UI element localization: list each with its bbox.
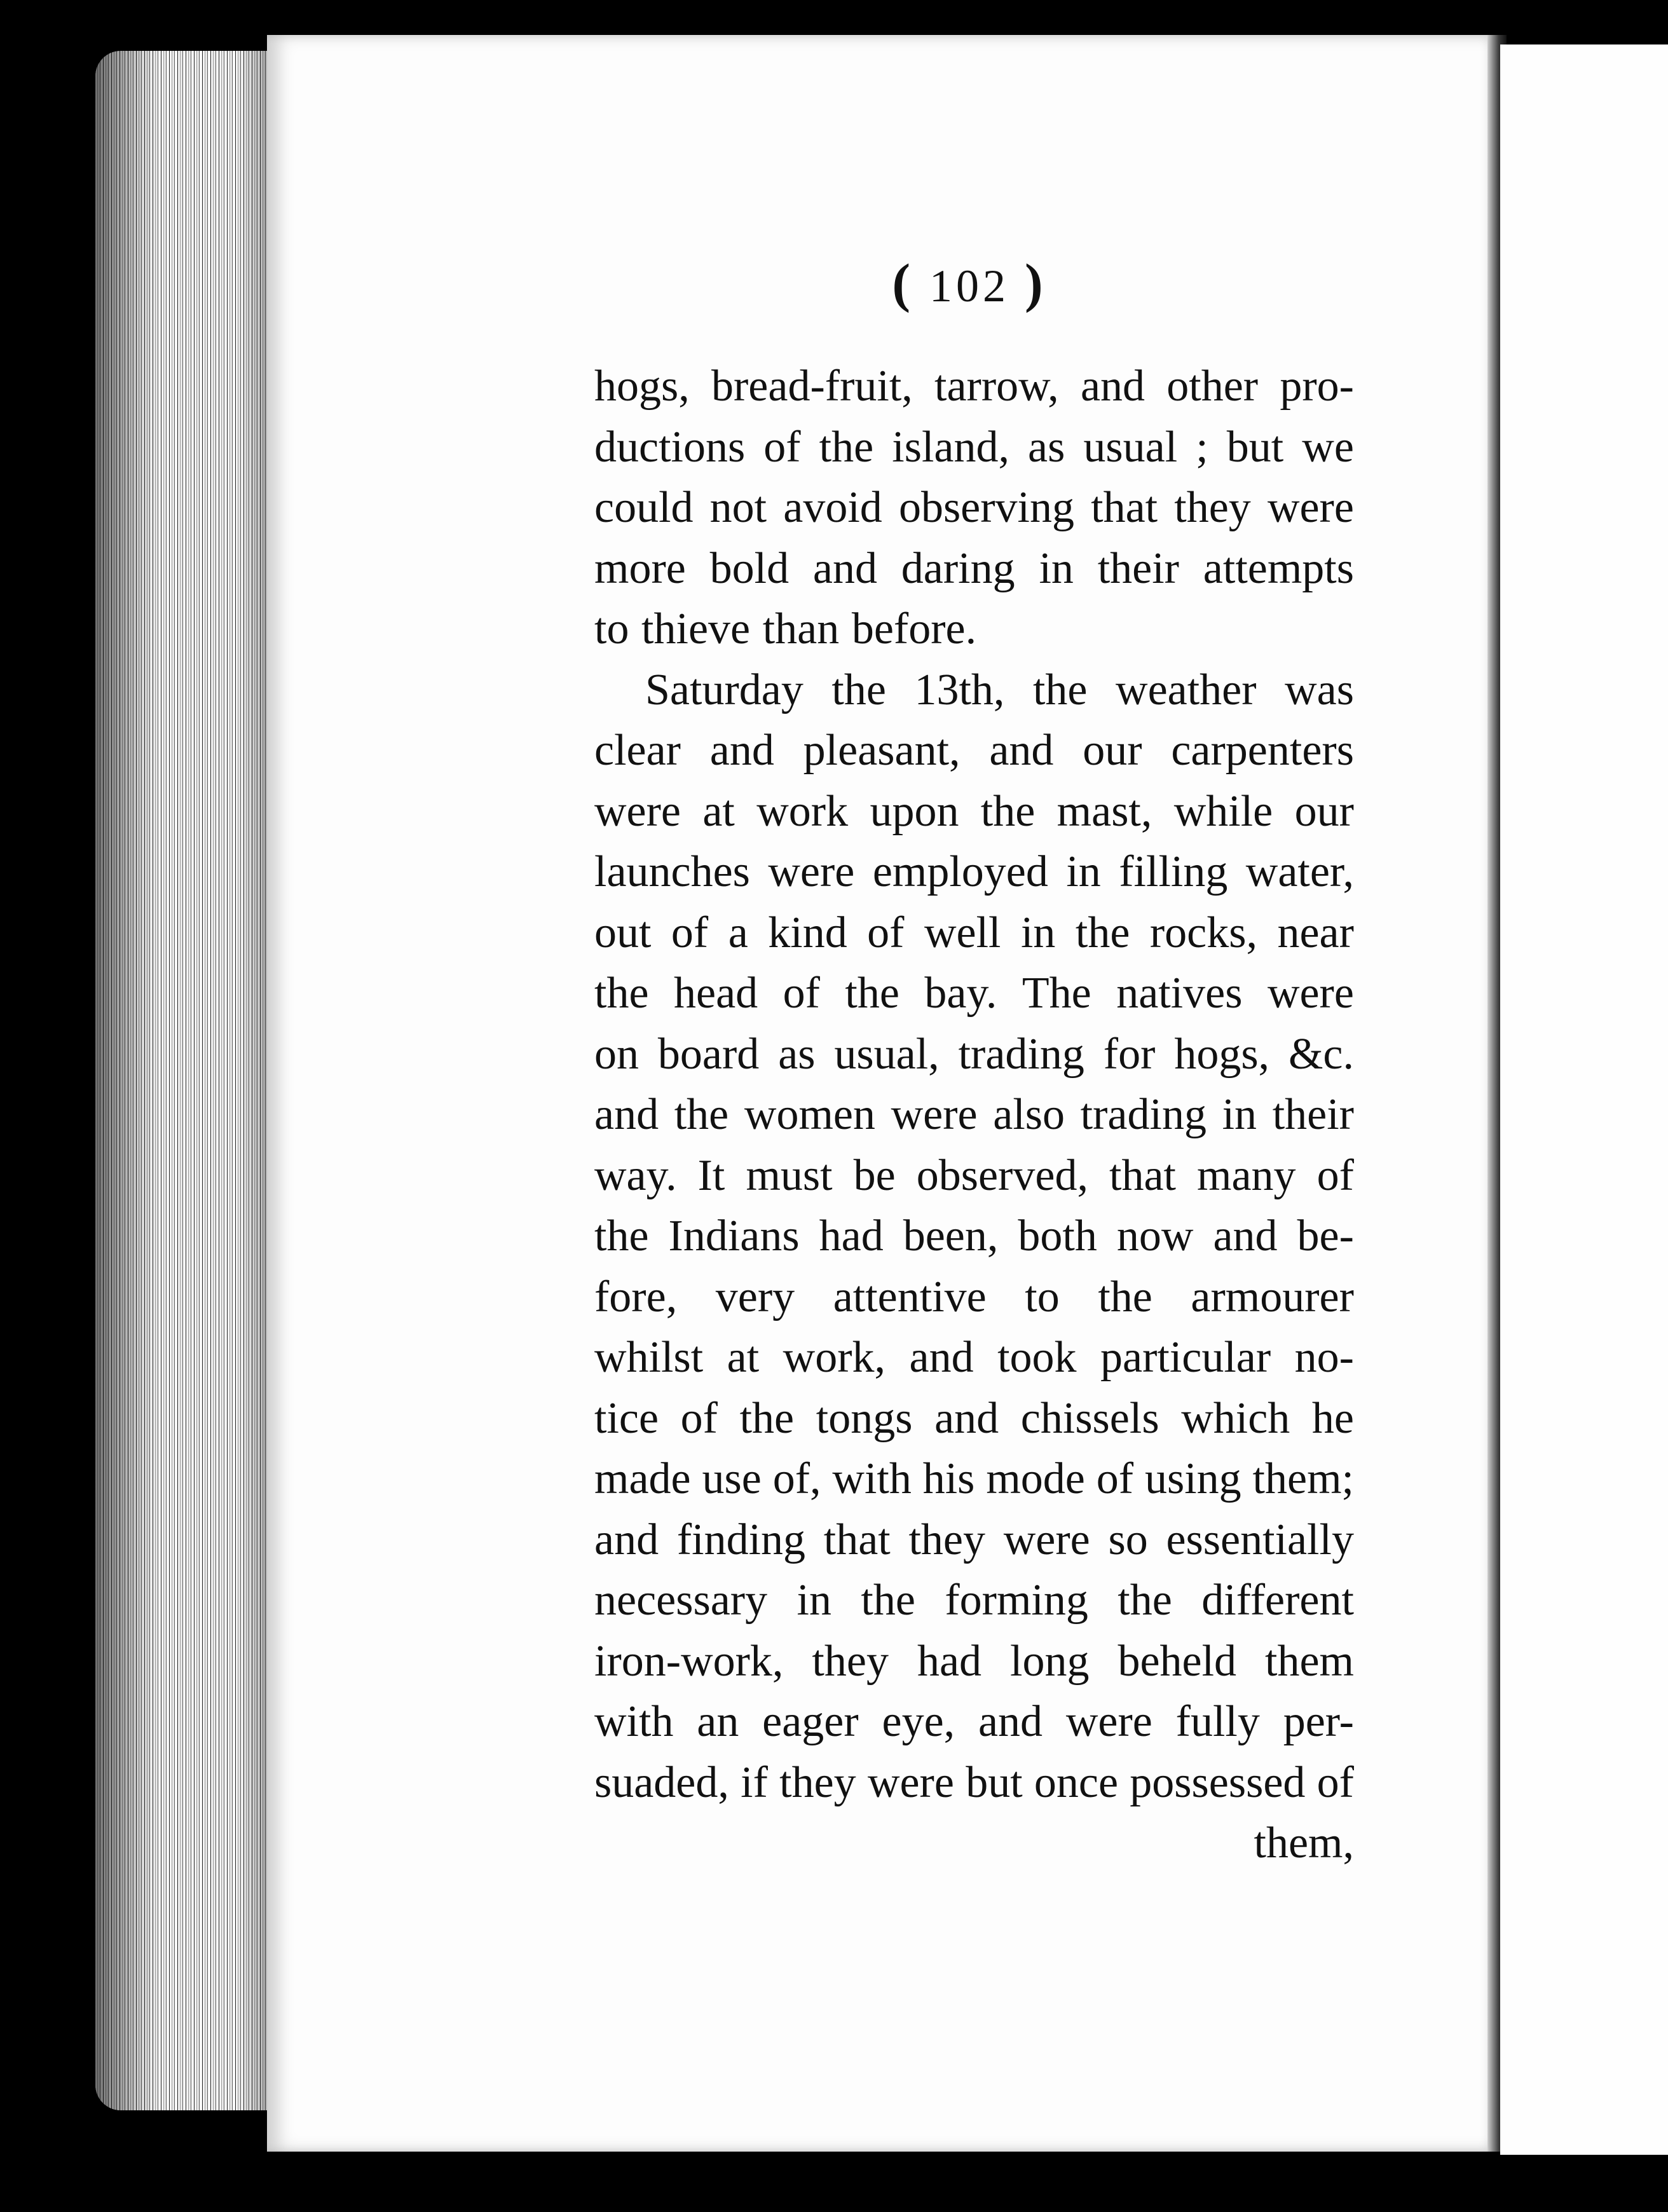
word: they <box>1174 483 1251 532</box>
word: our <box>1083 726 1142 775</box>
word: forming <box>945 1576 1088 1625</box>
word: rocks, <box>1149 908 1257 957</box>
word: hogs, <box>594 362 690 411</box>
text-line <box>594 903 1354 964</box>
word: particular <box>1100 1333 1271 1382</box>
word: use <box>702 1454 762 1503</box>
word: suaded, <box>594 1758 729 1807</box>
text-line <box>594 842 1354 903</box>
word: bread-fruit, <box>711 362 913 411</box>
word: them; <box>1252 1454 1354 1503</box>
word: the <box>1118 1576 1172 1625</box>
body-text <box>594 356 1354 1874</box>
word: work <box>756 786 849 836</box>
word: their <box>1272 1090 1354 1139</box>
word: had <box>819 1212 884 1260</box>
word: and <box>989 726 1054 775</box>
word: while <box>1173 786 1273 836</box>
word: now <box>1116 1212 1194 1260</box>
text-line <box>594 538 1354 599</box>
page-number-open-paren: ( <box>892 252 914 313</box>
word: near <box>1277 908 1354 957</box>
word: possessed <box>1130 1758 1306 1807</box>
word: were <box>768 847 855 896</box>
word: and <box>812 543 877 593</box>
word: attentive <box>833 1272 987 1321</box>
word: water, <box>1245 847 1354 896</box>
text-line <box>594 1388 1354 1449</box>
word: to <box>594 604 629 653</box>
text-line <box>594 781 1354 842</box>
word: necessary <box>594 1576 768 1625</box>
word: at <box>702 786 735 836</box>
word: than <box>762 604 840 653</box>
word: mast, <box>1056 786 1152 836</box>
word: were <box>1267 483 1354 532</box>
word: carpenters <box>1171 726 1354 775</box>
word: were <box>1003 1515 1090 1564</box>
word: was <box>1285 665 1354 714</box>
word: were <box>867 1758 954 1807</box>
word: daring <box>901 543 1015 593</box>
word: of <box>1316 1150 1354 1200</box>
catchword-row <box>594 1813 1354 1874</box>
word: fore, <box>594 1272 678 1321</box>
word: iron-work, <box>594 1636 784 1686</box>
word: different <box>1201 1576 1354 1625</box>
word: of <box>763 422 801 472</box>
word: and <box>709 726 774 775</box>
text-line <box>594 660 1354 721</box>
text-line <box>594 1752 1354 1813</box>
word: observing <box>898 483 1075 532</box>
word: launches <box>594 847 750 896</box>
word: their <box>1097 543 1179 593</box>
word: in <box>796 1576 831 1625</box>
word: attempts <box>1203 543 1354 593</box>
word: of <box>671 908 709 957</box>
catchword: them, <box>1254 1819 1354 1867</box>
word: per- <box>1283 1697 1354 1746</box>
word: out <box>594 908 652 957</box>
word: had <box>917 1636 982 1686</box>
word: more <box>594 543 686 593</box>
word: not <box>709 483 767 532</box>
text-line <box>594 1570 1354 1631</box>
word: It <box>697 1150 725 1200</box>
text-line <box>594 1145 1354 1206</box>
word: eye, <box>882 1697 955 1746</box>
word: hogs, <box>1174 1029 1270 1079</box>
word: in <box>1222 1090 1257 1139</box>
word: with <box>594 1697 674 1746</box>
word: and <box>594 1515 659 1564</box>
word: bay. <box>924 969 997 1018</box>
word: our <box>1294 786 1354 836</box>
word: we <box>1302 422 1354 472</box>
word: using <box>1144 1454 1241 1503</box>
text-line <box>594 1449 1354 1510</box>
word: &c. <box>1288 1029 1354 1079</box>
word: observed, <box>916 1150 1088 1200</box>
text-line <box>594 1206 1354 1267</box>
word: in <box>1066 847 1101 896</box>
word: whilst <box>594 1333 704 1382</box>
word: and <box>934 1393 999 1443</box>
word: his <box>922 1454 975 1503</box>
text-lines <box>594 356 1354 1813</box>
word: they <box>812 1636 889 1686</box>
word: be- <box>1297 1212 1354 1260</box>
word: for <box>1103 1029 1156 1079</box>
word: that <box>1109 1150 1176 1200</box>
word: the <box>861 1576 915 1625</box>
word: could <box>594 483 694 532</box>
word: he <box>1311 1393 1354 1443</box>
word: essentially <box>1166 1515 1354 1564</box>
word: of <box>783 969 820 1018</box>
word: tarrow, <box>934 362 1059 411</box>
word: an <box>697 1697 739 1746</box>
page-number-close-paren: ) <box>1025 252 1047 313</box>
word: ; <box>1196 422 1208 472</box>
word: employed <box>872 847 1048 896</box>
word: mode <box>986 1454 1085 1503</box>
word: the <box>1032 665 1088 714</box>
word: the <box>1098 1272 1152 1321</box>
word: kind <box>768 908 847 957</box>
text-line <box>594 1327 1354 1388</box>
word: also <box>993 1090 1065 1139</box>
word: if <box>741 1758 768 1807</box>
text-line <box>594 1510 1354 1571</box>
word: tice <box>594 1393 659 1443</box>
word: and <box>909 1333 974 1382</box>
word: with <box>832 1454 912 1503</box>
word: 13th, <box>914 665 1005 714</box>
word: before. <box>851 604 977 653</box>
word: long <box>1010 1636 1090 1686</box>
text-line <box>594 599 1354 660</box>
word: to <box>1025 1272 1060 1321</box>
word: them <box>1265 1636 1354 1686</box>
word: work, <box>783 1333 886 1382</box>
text-line <box>594 1084 1354 1145</box>
word: very <box>715 1272 795 1321</box>
word: that <box>1091 483 1158 532</box>
word: at <box>727 1333 760 1382</box>
word: were <box>891 1090 978 1139</box>
word: way. <box>594 1150 677 1200</box>
word: thieve <box>641 604 751 653</box>
word: ductions <box>594 422 746 472</box>
word: of, <box>772 1454 821 1503</box>
word: Indians <box>668 1212 800 1260</box>
word: and <box>978 1697 1043 1746</box>
word: well <box>924 908 1001 957</box>
text-line <box>594 1024 1354 1085</box>
word: took <box>997 1333 1077 1382</box>
word: of <box>1316 1758 1354 1807</box>
word: natives <box>1116 969 1243 1018</box>
word: of <box>867 908 905 957</box>
word: island, <box>892 422 1009 472</box>
word: the <box>845 969 899 1018</box>
word: the <box>831 665 886 714</box>
word: but <box>1226 422 1284 472</box>
text-line <box>594 417 1354 478</box>
text-line <box>594 720 1354 781</box>
text-line <box>594 477 1354 538</box>
text-line <box>594 356 1354 417</box>
word: and <box>594 1090 659 1139</box>
word: on <box>594 1029 639 1079</box>
word: The <box>1022 969 1091 1018</box>
word: usual, <box>834 1029 940 1079</box>
word: the <box>739 1393 795 1443</box>
word: were <box>594 786 681 836</box>
word: be <box>853 1150 896 1200</box>
word: bold <box>709 543 790 593</box>
word: Saturday <box>645 665 803 714</box>
word: so <box>1108 1515 1148 1564</box>
word: must <box>746 1150 833 1200</box>
word: the <box>1075 908 1130 957</box>
word: once <box>1034 1758 1119 1807</box>
word: trading <box>958 1029 1084 1079</box>
word: finding <box>676 1515 806 1564</box>
word: made <box>594 1454 691 1503</box>
word: which <box>1181 1393 1290 1443</box>
word: clear <box>594 726 681 775</box>
word: tongs <box>816 1393 913 1443</box>
word: a <box>728 908 748 957</box>
word: but <box>966 1758 1023 1807</box>
word: as <box>778 1029 816 1079</box>
word: eager <box>762 1697 859 1746</box>
word: women <box>744 1090 875 1139</box>
word: and <box>1080 362 1145 411</box>
page-number-header <box>826 251 1112 315</box>
word: in <box>1020 908 1056 957</box>
word: upon <box>870 786 959 836</box>
word: the <box>674 1090 729 1139</box>
text-line <box>594 963 1354 1024</box>
word: were <box>1267 969 1354 1018</box>
word: they <box>908 1515 985 1564</box>
word: the <box>594 969 649 1018</box>
word: chissels <box>1020 1393 1159 1443</box>
word: they <box>779 1758 856 1807</box>
word: fully <box>1175 1697 1260 1746</box>
word: as <box>1028 422 1065 472</box>
word: the <box>819 422 874 472</box>
word: the <box>980 786 1036 836</box>
word: of <box>1096 1454 1134 1503</box>
word: been, <box>903 1212 999 1260</box>
text-line <box>594 1691 1354 1752</box>
word: board <box>657 1029 760 1079</box>
word: no- <box>1294 1333 1354 1382</box>
word: avoid <box>783 483 882 532</box>
word: both <box>1018 1212 1097 1260</box>
word: of <box>680 1393 718 1443</box>
text-line <box>594 1631 1354 1692</box>
word: head <box>674 969 758 1018</box>
word: trading <box>1080 1090 1207 1139</box>
facing-page-edge <box>1500 44 1668 2155</box>
word: beheld <box>1118 1636 1237 1686</box>
word: that <box>823 1515 891 1564</box>
word: other <box>1166 362 1259 411</box>
word: armourer <box>1191 1272 1354 1321</box>
word: in <box>1039 543 1074 593</box>
word: filling <box>1119 847 1228 896</box>
word: usual <box>1083 422 1178 472</box>
word: weather <box>1116 665 1257 714</box>
word: pleasant, <box>803 726 960 775</box>
word: pro- <box>1280 362 1354 411</box>
text-line <box>594 1267 1354 1328</box>
word: and <box>1213 1212 1278 1260</box>
page-number: 102 <box>929 261 1009 311</box>
word: the <box>594 1212 649 1260</box>
word: many <box>1197 1150 1296 1200</box>
fore-edge-shadow <box>95 51 273 2110</box>
word: were <box>1065 1697 1152 1746</box>
